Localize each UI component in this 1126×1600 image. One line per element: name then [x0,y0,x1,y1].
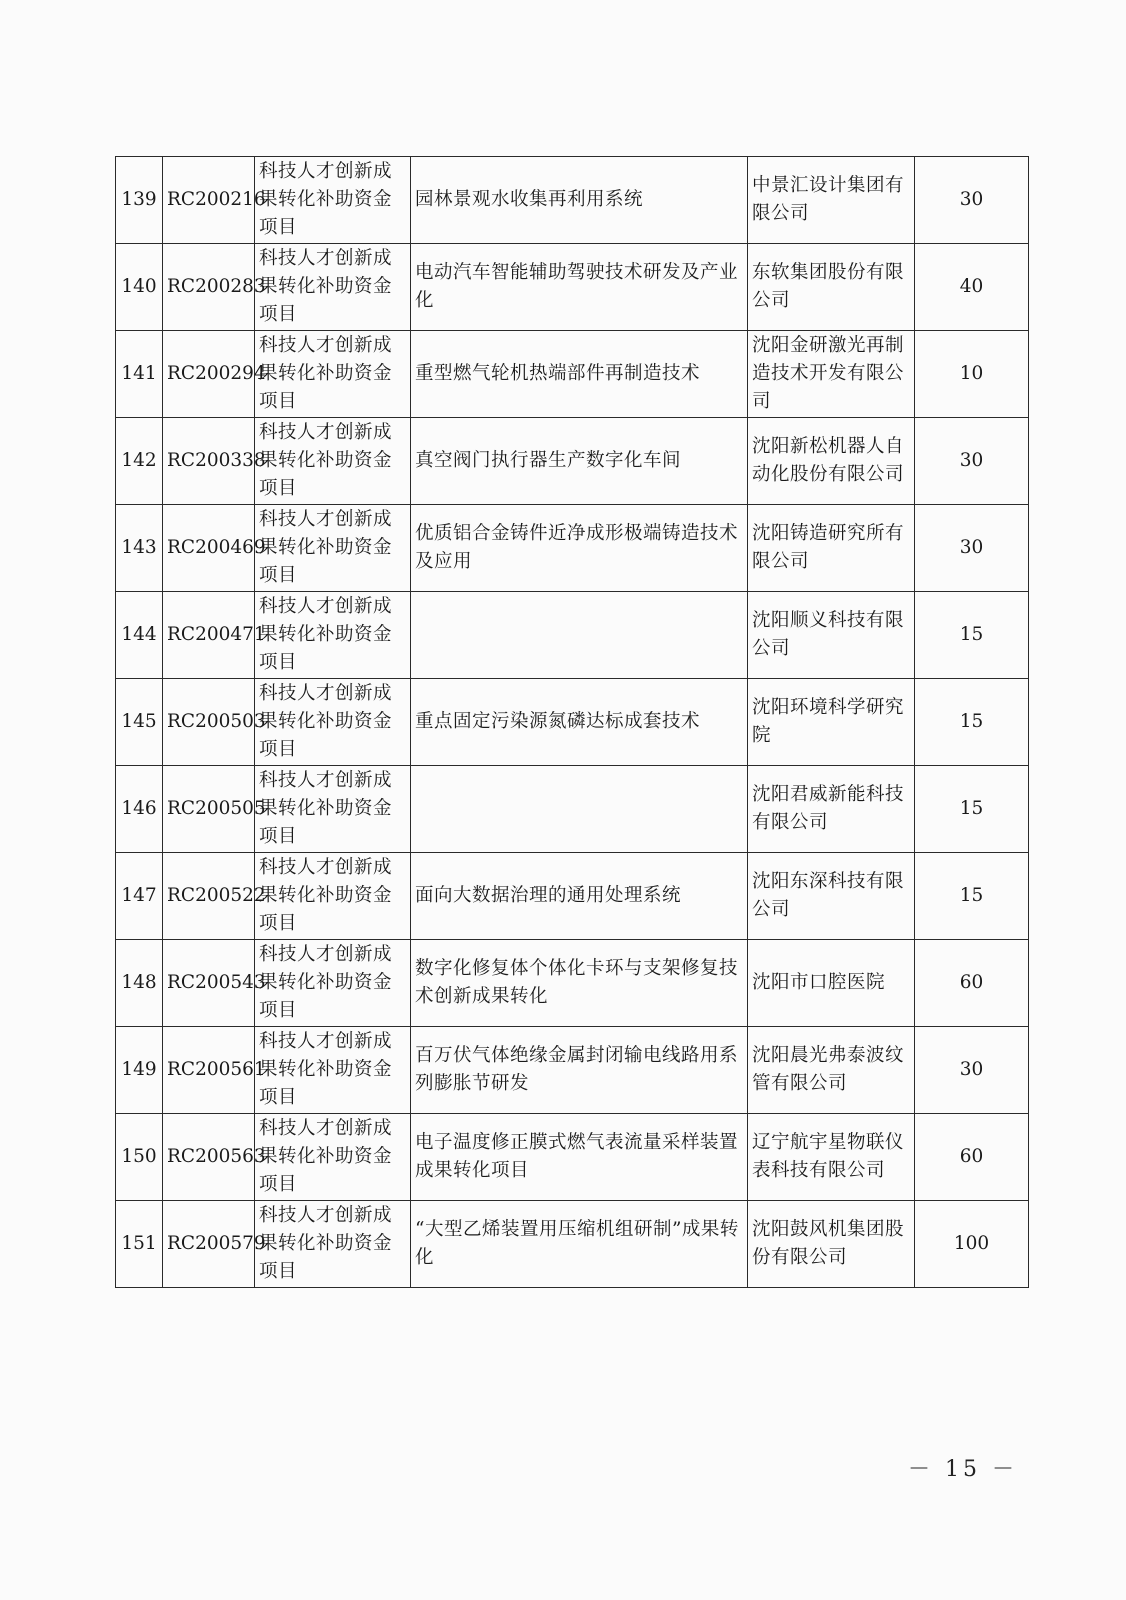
funding-type: 科技人才创新成果转化补助资金项目 [255,331,411,418]
project-code: RC200579 [163,1201,255,1288]
organization: 沈阳市口腔医院 [748,940,915,1027]
funding-type: 科技人才创新成果转化补助资金项目 [255,766,411,853]
project-code: RC200216 [163,157,255,244]
project-code: RC200503 [163,679,255,766]
grant-amount: 100 [915,1201,1029,1288]
table-row [116,244,1029,331]
project-code: RC200561 [163,1027,255,1114]
table-row [116,1201,1029,1288]
organization: 沈阳新松机器人自动化股份有限公司 [748,418,915,505]
page-number: － 15 － [908,1457,1018,1482]
organization: 沈阳金研激光再制造技术开发有限公司 [748,331,915,418]
funding-type: 科技人才创新成果转化补助资金项目 [255,592,411,679]
organization: 沈阳东深科技有限公司 [748,853,915,940]
organization: 沈阳顺义科技有限公司 [748,592,915,679]
project-name: 园林景观水收集再利用系统 [411,157,748,244]
organization: 辽宁航宇星物联仪表科技有限公司 [748,1114,915,1201]
organization: 沈阳鼓风机集团股份有限公司 [748,1201,915,1288]
project-code: RC200294 [163,331,255,418]
organization: 中景汇设计集团有限公司 [748,157,915,244]
grant-amount: 60 [915,940,1029,1027]
grant-amount: 60 [915,1114,1029,1201]
grant-amount: 15 [915,592,1029,679]
table-row [116,331,1029,418]
table-row [116,679,1029,766]
project-name: 优质铝合金铸件近净成形极端铸造技术及应用 [411,505,748,592]
project-code: RC200543 [163,940,255,1027]
row-number: 149 [116,1027,163,1114]
funding-type: 科技人才创新成果转化补助资金项目 [255,1114,411,1201]
project-code: RC200563 [163,1114,255,1201]
funding-type: 科技人才创新成果转化补助资金项目 [255,940,411,1027]
table-row [116,157,1029,244]
organization: 沈阳铸造研究所有限公司 [748,505,915,592]
grant-amount: 10 [915,331,1029,418]
project-name [411,766,748,853]
project-code: RC200522 [163,853,255,940]
table-row [116,1114,1029,1201]
project-name: 重点固定污染源氮磷达标成套技术 [411,679,748,766]
table-row [116,940,1029,1027]
project-name: 真空阀门执行器生产数字化车间 [411,418,748,505]
project-name: 重型燃气轮机热端部件再制造技术 [411,331,748,418]
project-code: RC200338 [163,418,255,505]
row-number: 140 [116,244,163,331]
row-number: 142 [116,418,163,505]
project-code: RC200505 [163,766,255,853]
row-number: 139 [116,157,163,244]
organization: 沈阳环境科学研究院 [748,679,915,766]
organization: 沈阳君威新能科技有限公司 [748,766,915,853]
grant-amount: 40 [915,244,1029,331]
row-number: 148 [116,940,163,1027]
grant-table [115,156,1029,1288]
funding-type: 科技人才创新成果转化补助资金项目 [255,1027,411,1114]
grant-amount: 30 [915,1027,1029,1114]
grant-amount: 15 [915,766,1029,853]
row-number: 151 [116,1201,163,1288]
row-number: 146 [116,766,163,853]
row-number: 150 [116,1114,163,1201]
row-number: 143 [116,505,163,592]
grant-amount: 15 [915,853,1029,940]
project-name: 电动汽车智能辅助驾驶技术研发及产业化 [411,244,748,331]
funding-type: 科技人才创新成果转化补助资金项目 [255,505,411,592]
table-row [116,1027,1029,1114]
table-row [116,766,1029,853]
table-row [116,505,1029,592]
row-number: 145 [116,679,163,766]
project-name: “大型乙烯装置用压缩机组研制”成果转化 [411,1201,748,1288]
funding-type: 科技人才创新成果转化补助资金项目 [255,679,411,766]
funding-type: 科技人才创新成果转化补助资金项目 [255,157,411,244]
funding-type: 科技人才创新成果转化补助资金项目 [255,418,411,505]
table-row [116,418,1029,505]
grant-amount: 30 [915,505,1029,592]
organization: 东软集团股份有限公司 [748,244,915,331]
row-number: 144 [116,592,163,679]
row-number: 141 [116,331,163,418]
organization: 沈阳晨光弗泰波纹管有限公司 [748,1027,915,1114]
project-name: 电子温度修正膜式燃气表流量采样装置成果转化项目 [411,1114,748,1201]
funding-type: 科技人才创新成果转化补助资金项目 [255,244,411,331]
project-code: RC200283 [163,244,255,331]
funding-type: 科技人才创新成果转化补助资金项目 [255,853,411,940]
grant-table-body [116,157,1029,1288]
grant-amount: 15 [915,679,1029,766]
project-code: RC200471 [163,592,255,679]
project-name: 百万伏气体绝缘金属封闭输电线路用系列膨胀节研发 [411,1027,748,1114]
table-row [116,592,1029,679]
grant-amount: 30 [915,157,1029,244]
table-row [116,853,1029,940]
project-name: 数字化修复体个体化卡环与支架修复技术创新成果转化 [411,940,748,1027]
project-name: 面向大数据治理的通用处理系统 [411,853,748,940]
funding-type: 科技人才创新成果转化补助资金项目 [255,1201,411,1288]
project-name [411,592,748,679]
project-code: RC200469 [163,505,255,592]
row-number: 147 [116,853,163,940]
grant-amount: 30 [915,418,1029,505]
